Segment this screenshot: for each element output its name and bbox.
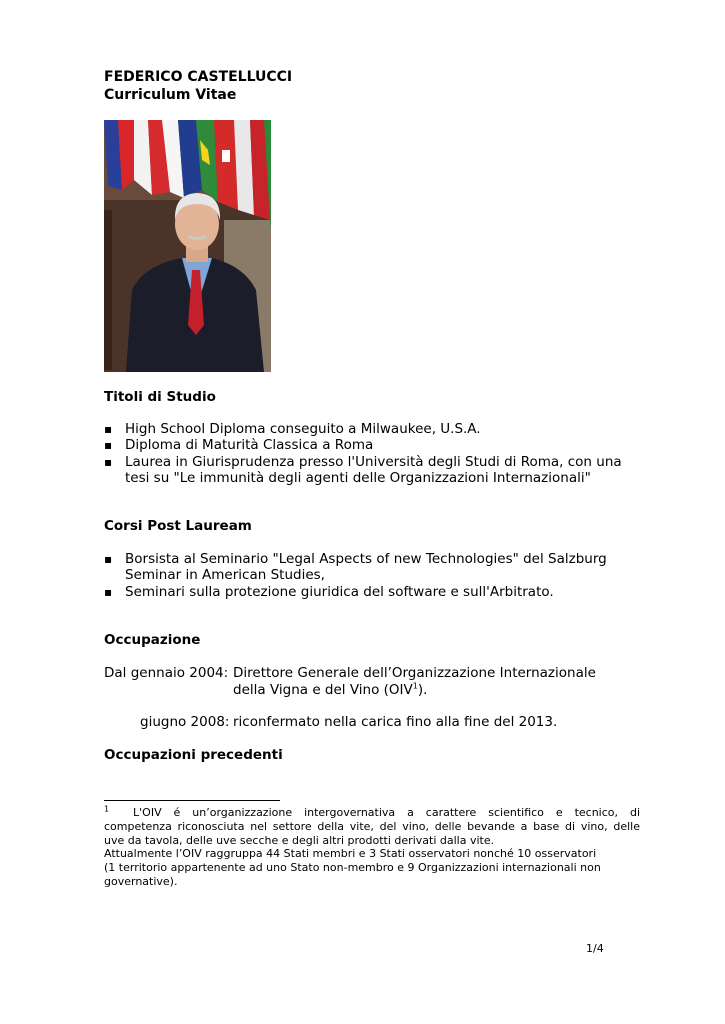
page-number: 1/4: [586, 942, 604, 955]
portrait-illustration: [104, 120, 271, 372]
footnote-line-5: (1 territorio appartenente ad uno Stato non-membro e 9 Organizzazioni internazionali non: [104, 861, 601, 875]
section-heading-titoli: Titoli di Studio: [104, 389, 216, 405]
corsi-list: [104, 551, 644, 600]
occupation-text-1b-end: ).: [417, 682, 428, 698]
person-name: FEDERICO CASTELLUCCI: [104, 69, 293, 85]
occupation-text-2: riconfermato nella carica fino alla fine del 2013.: [233, 714, 558, 730]
footnote-separator: [104, 800, 280, 801]
document-subtitle: Curriculum Vitae: [104, 87, 237, 103]
portrait-photo: [104, 120, 271, 372]
occupation-text-1b-main: della Vigna e del Vino (OIV: [233, 682, 413, 698]
occupation-text-1b: [233, 682, 427, 698]
titoli-list: [104, 421, 644, 486]
occupation-date-1: Dal gennaio 2004:: [104, 665, 229, 681]
document-title: [104, 68, 292, 104]
list-item: ▪ Laurea in Giurisprudenza presso l'Università degli Studi di Roma, con una tesi su "Le immunità degli agenti delle Organizzazioni Internazionali": [104, 454, 644, 487]
list-item: ▪ High School Diploma conseguito a Milwaukee, U.S.A.: [104, 421, 644, 437]
occupation-text-1a: Direttore Generale dell’Organizzazione Internazionale: [233, 665, 596, 681]
footnote-ref: 1: [412, 681, 418, 691]
footnote-line-3: uve da tavola, delle uve secche e degli altri prodotti derivati dalla vite.: [104, 833, 495, 847]
footnote-line-1: [104, 806, 640, 820]
footnote-line-2: competenza riconosciuta nel settore della vite, del vino, delle bevande a base di vino, delle: [104, 819, 640, 833]
list-item: ▪ Seminari sulla protezione giuridica del software e sull'Arbitrato.: [104, 584, 644, 600]
footnote-line-4: Attualmente l’OIV raggruppa 44 Stati membri e 3 Stati osservatori nonché 10 osservatori: [104, 847, 597, 861]
occupation-date-2: giugno 2008:: [140, 714, 230, 730]
footnote-marker: 1: [104, 804, 110, 814]
section-heading-occupazione: Occupazione: [104, 632, 201, 648]
footnote: [104, 806, 640, 889]
footnote-text-1: L'OIV é un’organizzazione intergovernativa a carattere scientifico e tecnico, di: [133, 806, 640, 819]
list-item: ▪ Borsista al Seminario "Legal Aspects of new Technologies" del Salzburg Seminar in American Studies,: [104, 551, 644, 584]
section-heading-precedenti: Occupazioni precedenti: [104, 747, 283, 763]
list-item: ▪ Diploma di Maturità Classica a Roma: [104, 437, 644, 453]
section-heading-corsi: Corsi Post Lauream: [104, 518, 252, 534]
footnote-line-6: governative).: [104, 874, 178, 888]
